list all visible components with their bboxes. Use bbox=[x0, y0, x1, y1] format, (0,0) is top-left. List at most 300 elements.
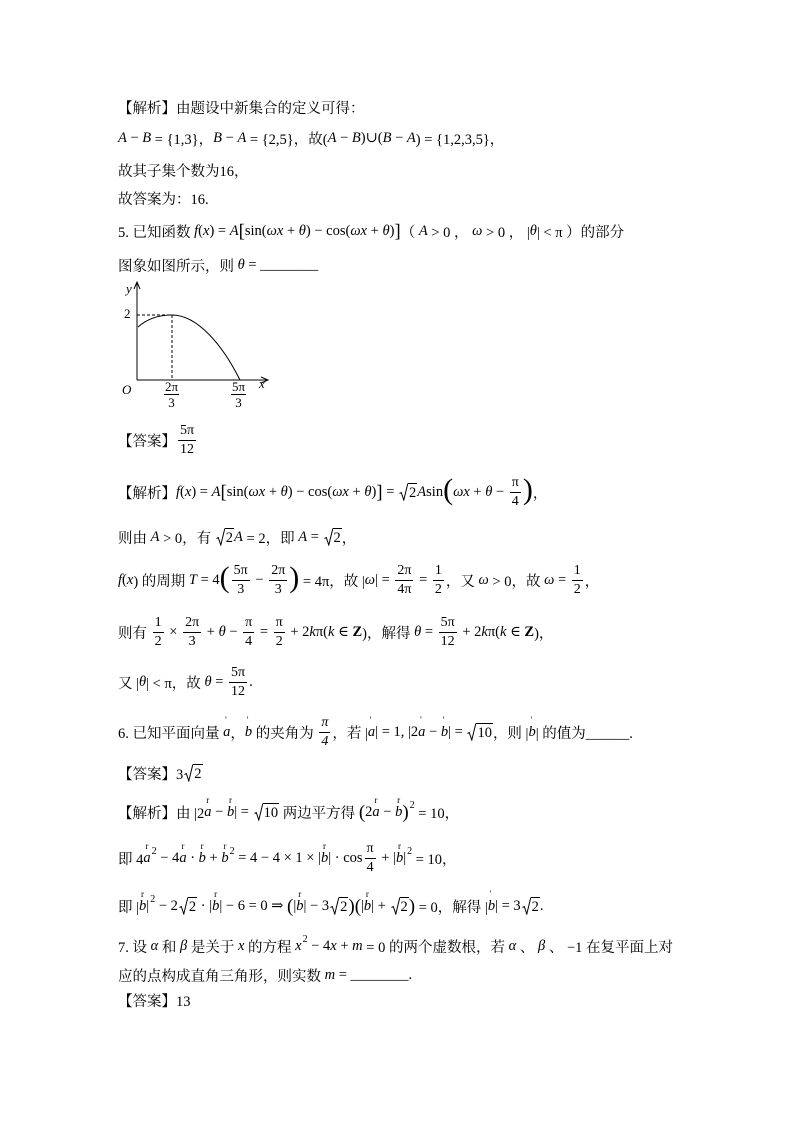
vector bbox=[204, 794, 212, 821]
text-run: 2 bbox=[400, 899, 408, 915]
text-run: + bbox=[265, 483, 281, 500]
text-run: π bbox=[245, 614, 253, 630]
fraction-denominator bbox=[269, 581, 287, 598]
text-run: > 0，有 bbox=[159, 530, 215, 547]
radical-sign-icon bbox=[216, 528, 225, 546]
text-run: π( bbox=[487, 623, 500, 640]
fraction bbox=[178, 423, 196, 458]
text-run: 、 −1 在复平面上对 bbox=[545, 939, 674, 956]
vector-accent-mark: r bbox=[365, 888, 369, 899]
text-run: 1 bbox=[573, 562, 581, 578]
text-run: ， bbox=[584, 573, 600, 590]
text-run: = bbox=[256, 623, 272, 640]
x-tick-denominator: 3 bbox=[235, 395, 242, 410]
vector-accent-mark: ' bbox=[420, 714, 422, 725]
text-run: ， bbox=[230, 725, 245, 742]
text-run: ) − cos( bbox=[305, 222, 351, 239]
fraction-denominator bbox=[153, 633, 164, 650]
math-variable: x bbox=[295, 937, 302, 954]
math-variable: ω bbox=[478, 571, 489, 588]
vector-accent-mark: r bbox=[397, 840, 401, 851]
text-run: )， bbox=[534, 625, 554, 642]
math-variable: B bbox=[213, 129, 222, 146]
fraction-denominator bbox=[395, 581, 413, 598]
function-curve bbox=[138, 315, 240, 380]
text-run: ， bbox=[341, 530, 357, 547]
left-delimiter: [ bbox=[238, 220, 245, 242]
text-run: 3 bbox=[188, 633, 196, 649]
right-delimiter: ) bbox=[348, 895, 355, 917]
radicand bbox=[400, 897, 409, 915]
text-run: + 2 bbox=[458, 623, 482, 640]
vector bbox=[487, 888, 496, 915]
text-run: 【答案】13 bbox=[118, 993, 191, 1010]
text-run: = 0，解得 | bbox=[415, 899, 488, 916]
vector bbox=[244, 714, 253, 741]
vector-accent-mark: r bbox=[141, 888, 145, 899]
vector-letter: b bbox=[198, 849, 206, 866]
y-axis-label: y bbox=[126, 281, 132, 296]
text-run: | bbox=[146, 897, 150, 914]
vector-accent-mark: r bbox=[145, 840, 149, 851]
text-run: （ bbox=[400, 224, 419, 241]
text-run: = {2,5}，故( bbox=[246, 131, 328, 148]
text-run: )∪( bbox=[360, 129, 383, 146]
question-6-solution-line-1 bbox=[118, 790, 459, 834]
text-run: > 0 ， | bbox=[482, 224, 530, 241]
text-run: | bbox=[403, 849, 407, 866]
math-variable: A bbox=[150, 528, 160, 545]
text-run: ) bbox=[389, 222, 395, 239]
text-run: 5π bbox=[233, 562, 248, 578]
text-run: 、 bbox=[516, 939, 538, 956]
text-run: 5π bbox=[180, 422, 195, 438]
math-variable: ω bbox=[544, 571, 555, 588]
text-run: = 10， bbox=[412, 851, 457, 868]
text-run: = 0 的两个虚数根，若 bbox=[362, 939, 509, 956]
question-6-solution-line-2 bbox=[118, 836, 457, 880]
math-variable: θ bbox=[139, 673, 147, 690]
text-run: 12 bbox=[440, 633, 455, 649]
radicand bbox=[193, 764, 202, 782]
text-run: = {1,3}， bbox=[151, 131, 214, 148]
text-run: 2 bbox=[275, 633, 283, 649]
fraction-denominator bbox=[183, 633, 201, 650]
fraction bbox=[229, 665, 247, 700]
question-6-stem-line bbox=[118, 710, 633, 754]
text-run: 即 | bbox=[118, 899, 140, 916]
text-run: 4 bbox=[366, 859, 374, 875]
vector-letter: b bbox=[296, 897, 304, 914]
math-variable: B bbox=[382, 129, 392, 146]
right-delimiter: ) bbox=[408, 895, 416, 917]
text-run: + bbox=[348, 483, 365, 500]
text-run: ( bbox=[122, 571, 127, 588]
question-5-answer-line bbox=[118, 418, 198, 462]
text-run: 10 bbox=[263, 805, 279, 821]
x-tick-numerator: 2π bbox=[165, 379, 179, 394]
fraction bbox=[274, 615, 285, 650]
math-variable: θ bbox=[529, 222, 537, 239]
right-delimiter: ) bbox=[289, 561, 300, 594]
text-run: 10 bbox=[477, 725, 492, 741]
text-run: π bbox=[275, 614, 283, 630]
text-run: · bbox=[186, 849, 199, 866]
text-run: ∈ bbox=[506, 623, 525, 640]
math-variable: ωx bbox=[350, 222, 367, 239]
vector bbox=[363, 888, 372, 915]
math-variable: ω bbox=[364, 571, 376, 588]
text-run: . bbox=[249, 673, 253, 690]
text-run: × bbox=[165, 623, 182, 640]
fraction-numerator bbox=[232, 563, 250, 581]
vector-accent-mark: r bbox=[223, 840, 227, 851]
vector-accent-mark: ' bbox=[246, 714, 249, 725]
text-run: ， bbox=[532, 485, 548, 502]
text-run: 5. 已知函数 bbox=[118, 224, 195, 241]
fraction bbox=[510, 475, 521, 510]
vector-letter: b bbox=[320, 849, 329, 866]
vector bbox=[372, 794, 380, 821]
radical-sign-icon bbox=[391, 897, 400, 915]
fraction bbox=[433, 563, 444, 598]
math-variable: ωx bbox=[248, 483, 266, 500]
question-5-solution-line-1 bbox=[118, 470, 547, 514]
text-run: sin bbox=[426, 483, 444, 500]
math-variable: θ bbox=[414, 623, 422, 640]
square-root bbox=[467, 723, 493, 741]
text-run: | − 3 bbox=[303, 897, 330, 914]
text-run: − bbox=[336, 129, 352, 146]
radical-sign-icon bbox=[467, 723, 476, 741]
text-run: 的夹角为 bbox=[252, 725, 318, 742]
vector-letter: b bbox=[487, 897, 496, 914]
vector-accent-mark: r bbox=[374, 794, 378, 805]
text-run: 则有 bbox=[118, 625, 151, 642]
text-run: − bbox=[222, 129, 238, 146]
right-delimiter: ] bbox=[394, 220, 401, 242]
radical-sign-icon bbox=[522, 897, 531, 915]
vector-letter: b bbox=[395, 849, 404, 866]
vector-letter: b bbox=[244, 723, 253, 740]
text-run: π bbox=[366, 840, 374, 856]
text-run: − 4 bbox=[156, 849, 180, 866]
text-run: − bbox=[425, 723, 441, 740]
text-run: | = bbox=[375, 571, 394, 588]
text-run: 3 bbox=[237, 581, 245, 597]
math-variable: T bbox=[188, 571, 197, 588]
radical-sign-icon bbox=[330, 897, 339, 915]
vector-accent-mark: r bbox=[206, 794, 210, 805]
vector bbox=[418, 714, 426, 741]
math-variable: α bbox=[150, 937, 159, 954]
square-root bbox=[330, 897, 348, 915]
math-variable: x bbox=[126, 571, 134, 588]
x-tick-label-first bbox=[164, 379, 179, 410]
math-variable: θ bbox=[237, 256, 245, 273]
vector-letter: b bbox=[395, 803, 403, 820]
fraction-numerator bbox=[243, 615, 254, 633]
radicand bbox=[333, 528, 342, 546]
text-run: 1 bbox=[434, 562, 442, 578]
superscript: 2 bbox=[302, 933, 308, 945]
square-root bbox=[399, 483, 417, 501]
text-run: 【答案】 bbox=[118, 433, 176, 450]
math-variable: ωx bbox=[332, 483, 349, 500]
text-run: 1 bbox=[154, 614, 162, 630]
vector-accent-mark: r bbox=[397, 794, 401, 805]
math-variable: A bbox=[406, 129, 416, 146]
math-variable: k bbox=[481, 623, 488, 640]
square-root bbox=[254, 803, 280, 821]
text-run: | = bbox=[234, 803, 253, 820]
text-run: 2 bbox=[333, 530, 341, 546]
vector-letter: a bbox=[204, 803, 212, 820]
vector-letter: b bbox=[139, 897, 147, 914]
math-variable: A bbox=[234, 528, 243, 545]
text-run: 2 bbox=[531, 899, 539, 915]
math-variable: θ bbox=[280, 483, 288, 500]
math-variable: k bbox=[328, 623, 335, 640]
fraction-denominator bbox=[319, 733, 330, 750]
text-run: + 2 bbox=[286, 623, 310, 640]
math-variable: A bbox=[298, 528, 308, 545]
origin-label: O bbox=[122, 382, 132, 397]
fraction-numerator bbox=[319, 715, 330, 733]
text-run: 6. 已知平面向量 bbox=[118, 725, 224, 742]
text-run: sin( bbox=[244, 222, 267, 239]
text-run: | + bbox=[371, 897, 390, 914]
y-tick-label: 2 bbox=[124, 306, 131, 321]
fraction-denominator bbox=[229, 683, 247, 700]
fraction bbox=[269, 563, 287, 598]
math-variable: A bbox=[327, 129, 337, 146]
text-run: π bbox=[511, 474, 519, 490]
text-run: = bbox=[554, 571, 570, 588]
fraction bbox=[243, 615, 254, 650]
vector-letter: a bbox=[367, 723, 376, 740]
radical-sign-icon bbox=[324, 528, 333, 546]
math-variable: B bbox=[351, 129, 361, 146]
left-delimiter: ( bbox=[354, 895, 362, 917]
left-delimiter: ( bbox=[287, 895, 294, 917]
text-run: + bbox=[283, 222, 299, 239]
text-run: + bbox=[367, 222, 383, 239]
text-run: + bbox=[203, 623, 219, 640]
text-run: ( bbox=[198, 222, 203, 239]
text-run: . bbox=[539, 897, 544, 914]
vector bbox=[179, 840, 187, 867]
vector bbox=[395, 794, 403, 821]
math-variable: B bbox=[142, 129, 152, 146]
text-run: + bbox=[336, 937, 353, 954]
text-run: 4 bbox=[511, 493, 519, 509]
vector-accent-mark: r bbox=[298, 888, 302, 899]
fraction-numerator bbox=[269, 563, 287, 581]
math-variable: x bbox=[203, 222, 210, 239]
radicand bbox=[339, 897, 348, 915]
fraction-numerator bbox=[395, 563, 413, 581]
math-variable: A bbox=[229, 222, 239, 239]
radicand bbox=[531, 897, 540, 915]
question-6-solution-line-3 bbox=[118, 884, 544, 928]
text-run: 2 bbox=[340, 899, 348, 915]
fraction bbox=[365, 841, 376, 876]
radical-sign-icon bbox=[254, 803, 263, 821]
text-run: ) − cos( bbox=[287, 483, 333, 500]
function-graph-figure bbox=[110, 278, 280, 413]
math-variable: α bbox=[508, 937, 517, 954]
radicand bbox=[263, 803, 280, 821]
math-variable: f bbox=[176, 483, 181, 500]
text-run: − 2 bbox=[155, 897, 178, 914]
text-run: ) = {1,2,3,5}， bbox=[415, 131, 505, 148]
vector-accent-mark: ' bbox=[442, 714, 445, 725]
question-5-solution-line-5 bbox=[118, 660, 253, 704]
set-symbol: Z bbox=[352, 623, 363, 640]
square-root bbox=[184, 764, 202, 782]
text-run: − bbox=[379, 803, 396, 820]
text-run: = bbox=[211, 673, 227, 690]
text-run: 图象如图所示，则 bbox=[118, 258, 238, 275]
text-run: | bbox=[293, 897, 297, 914]
math-variable: θ bbox=[298, 222, 306, 239]
math-variable: ωx bbox=[453, 483, 470, 500]
text-run: 12 bbox=[231, 683, 246, 699]
vector bbox=[212, 888, 220, 915]
fraction-numerator bbox=[365, 841, 376, 859]
text-run: ，则 | bbox=[492, 725, 529, 742]
math-variable: ωx bbox=[266, 222, 284, 239]
x-axis-label: x bbox=[259, 376, 265, 391]
square-root bbox=[216, 528, 234, 546]
text-run: > 0 ， bbox=[427, 224, 473, 241]
text-run: 2 bbox=[154, 633, 162, 649]
text-run: 5π bbox=[440, 614, 455, 630]
math-variable: k bbox=[309, 623, 316, 640]
fraction bbox=[183, 615, 201, 650]
right-delimiter: ) bbox=[402, 801, 409, 823]
text-run: + bbox=[205, 849, 222, 866]
vector-letter: b bbox=[528, 723, 536, 740]
text-run: − bbox=[251, 571, 268, 588]
math-variable: ω bbox=[472, 222, 483, 239]
vector bbox=[320, 840, 329, 867]
text-run: )，解得 bbox=[362, 625, 415, 642]
text-run: 4π bbox=[397, 581, 412, 597]
square-root bbox=[522, 897, 540, 915]
question-6-answer-line bbox=[118, 751, 203, 795]
text-run: − bbox=[391, 129, 407, 146]
vector-letter: a bbox=[418, 723, 426, 740]
vector-letter: a bbox=[372, 803, 380, 820]
fraction-numerator bbox=[572, 563, 583, 581]
text-run: 2 bbox=[573, 581, 581, 597]
math-variable: x bbox=[184, 483, 192, 500]
math-variable: A bbox=[118, 129, 127, 146]
math-variable: A bbox=[211, 483, 221, 500]
fraction bbox=[572, 563, 583, 598]
radicand bbox=[188, 897, 197, 915]
text-run: + | bbox=[377, 849, 396, 866]
math-variable: f bbox=[194, 222, 199, 239]
text-run: ∈ bbox=[334, 623, 353, 640]
vector bbox=[139, 888, 147, 915]
text-run: = ________ bbox=[244, 256, 319, 273]
text-run: | 的值为______. bbox=[535, 725, 633, 742]
vector-letter: b bbox=[226, 803, 235, 820]
superscript: 2 bbox=[229, 845, 235, 857]
math-variable: θ bbox=[382, 222, 390, 239]
vector-accent-mark: ' bbox=[530, 714, 533, 725]
vector-letter: b bbox=[212, 897, 220, 914]
text-run: 2π bbox=[397, 562, 412, 578]
fraction-denominator bbox=[178, 441, 196, 458]
fraction bbox=[395, 563, 413, 598]
vector-accent-mark: ' bbox=[489, 888, 492, 899]
math-variable: A bbox=[417, 483, 427, 500]
square-root bbox=[179, 897, 197, 915]
text-run: | − 6 = 0 ⇒ bbox=[219, 897, 288, 914]
vector bbox=[528, 714, 536, 741]
fraction-numerator bbox=[178, 423, 196, 441]
superscript: 2 bbox=[407, 845, 413, 857]
math-variable: k bbox=[500, 623, 507, 640]
fraction-denominator bbox=[232, 581, 250, 598]
text-run: 【解析】 bbox=[118, 485, 176, 502]
left-delimiter: [ bbox=[220, 481, 227, 503]
text-run: − bbox=[126, 129, 143, 146]
fraction-numerator bbox=[229, 665, 247, 683]
left-delimiter: ( bbox=[443, 473, 454, 506]
vector-accent-mark: r bbox=[214, 888, 218, 899]
text-run: = bbox=[307, 528, 323, 545]
square-root bbox=[391, 897, 409, 915]
text-run: 应的点构成直角三角形，则实数 bbox=[118, 968, 325, 985]
vector bbox=[367, 714, 376, 741]
vector bbox=[198, 840, 206, 867]
math-variable: θ bbox=[485, 483, 493, 500]
math-variable: π bbox=[321, 714, 329, 730]
fraction-numerator bbox=[439, 615, 457, 633]
right-delimiter: ] bbox=[376, 481, 383, 503]
vector bbox=[223, 714, 231, 741]
math-variable: A bbox=[418, 222, 428, 239]
math-variable: m bbox=[352, 937, 363, 954]
superscript: 2 bbox=[151, 845, 157, 857]
text-run: 2π bbox=[185, 614, 200, 630]
text-run: 故答案为：16. bbox=[118, 191, 209, 208]
text-run: 两边平方得 bbox=[279, 805, 359, 822]
superscript: 2 bbox=[409, 799, 415, 811]
vector bbox=[440, 714, 449, 741]
text-run: | bbox=[361, 897, 364, 914]
fraction-denominator bbox=[243, 633, 254, 650]
text-run: π( bbox=[315, 623, 329, 640]
text-run: ，又 bbox=[445, 573, 479, 590]
math-variable: x bbox=[330, 937, 337, 954]
text-run: = 2，即 bbox=[242, 530, 299, 547]
math-variable: β bbox=[537, 937, 546, 954]
x-tick-denominator: 3 bbox=[168, 395, 175, 410]
text-run: 是关于 bbox=[187, 939, 238, 956]
text-run: = bbox=[415, 571, 431, 588]
math-variable: θ bbox=[218, 623, 226, 640]
text-run: − bbox=[211, 803, 227, 820]
left-delimiter: ( bbox=[219, 561, 230, 594]
fraction-denominator bbox=[510, 493, 521, 510]
math-variable: θ bbox=[204, 673, 212, 690]
